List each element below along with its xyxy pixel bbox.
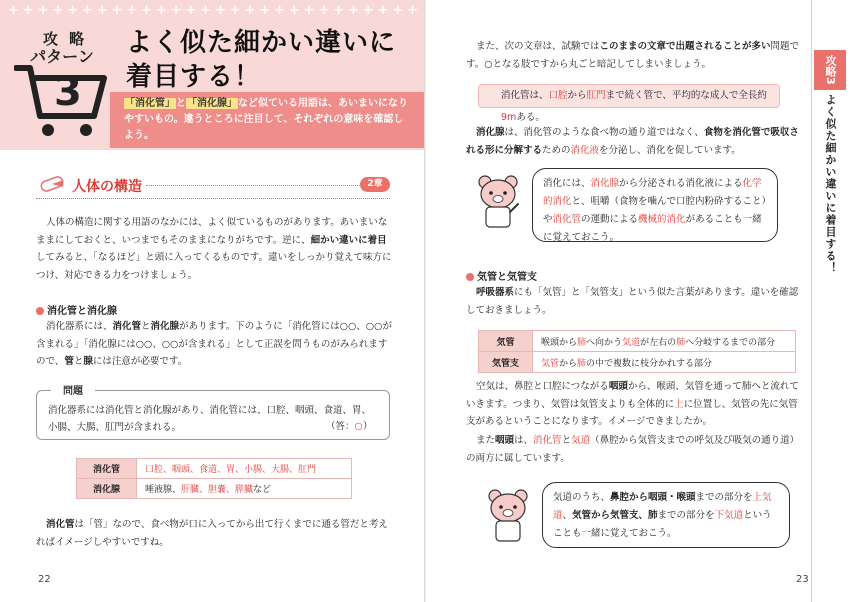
question-answer bbox=[326, 418, 372, 432]
text-run: 唾液腺、 bbox=[145, 485, 182, 495]
right-paragraph-3 bbox=[466, 284, 802, 319]
text-run-red: 下気道 bbox=[714, 510, 744, 521]
text-run: ） bbox=[362, 421, 373, 432]
cross-mark: + bbox=[259, 3, 271, 18]
cross-mark: + bbox=[141, 3, 152, 18]
cross-mark: + bbox=[155, 3, 167, 18]
text-run-red: 消化管 bbox=[533, 435, 562, 446]
text-run-red: 肛門 bbox=[586, 90, 606, 101]
text-run-red: 気道 bbox=[622, 337, 641, 348]
cross-mark: + bbox=[96, 3, 108, 18]
cross-mark: + bbox=[126, 3, 138, 18]
cross-mark: + bbox=[67, 3, 79, 18]
question-text: 消化器系には消化管と消化腺があり、消化管には、口腔、咽頭、食道、胃、小腸、大腸、肛門が含まれる。 bbox=[48, 405, 372, 433]
text-run-bold: 消化腺 bbox=[476, 127, 505, 138]
cross-mark: + bbox=[362, 3, 374, 18]
subheading-respiratory bbox=[466, 268, 537, 283]
text-run: は「管」なので、食べ物が口に入ってから出て行くまでに通る管だと考えればイメージしやすいですね。 bbox=[36, 519, 388, 548]
text-run-red: 上 bbox=[674, 398, 684, 410]
cross-mark: + bbox=[111, 3, 123, 18]
text-run-red: 気管 bbox=[541, 358, 560, 369]
text-run: 気道のうち、 bbox=[553, 492, 611, 503]
bullet-dot bbox=[466, 273, 474, 281]
cross-mark: + bbox=[244, 3, 256, 18]
cross-pattern bbox=[8, 4, 418, 18]
chapter-badge: 2章 bbox=[360, 177, 390, 192]
text-run: （答： bbox=[326, 421, 355, 432]
cross-mark: + bbox=[200, 3, 212, 18]
table-head: 気管支 bbox=[479, 352, 533, 373]
text-run: から分泌される消化液による bbox=[619, 178, 743, 189]
intro-term-1: 「消化管」 bbox=[125, 98, 175, 109]
text-run: を分泌し、消化を促しています。 bbox=[599, 144, 741, 156]
text-run-red: 上気道 bbox=[553, 492, 772, 521]
subheading-text: 気管と気管支 bbox=[477, 272, 537, 283]
text-run: と bbox=[561, 435, 572, 446]
text-run: 消化器系には、 bbox=[46, 321, 113, 332]
respiratory-table bbox=[478, 330, 796, 373]
right-paragraph-4 bbox=[466, 378, 802, 431]
cross-mark: + bbox=[377, 3, 389, 18]
text-run-bold: 腺 bbox=[83, 356, 93, 367]
text-run-red: 消化液 bbox=[570, 144, 600, 156]
text-run-red: 消化管 bbox=[552, 214, 582, 225]
left-paragraph-2 bbox=[36, 318, 392, 371]
text-run: 消化管は、 bbox=[501, 90, 549, 101]
speech-bubble-1 bbox=[532, 168, 778, 242]
text-run-bold: 鼻腔から咽頭・喉頭 bbox=[610, 492, 696, 503]
chapter-tab bbox=[814, 50, 846, 310]
cross-mark: + bbox=[52, 3, 64, 18]
section-title: 人体の構造 bbox=[72, 179, 142, 195]
text-run-red: 肺 bbox=[577, 358, 587, 369]
pattern-badge bbox=[14, 28, 110, 140]
text-run-red: 9m bbox=[501, 112, 517, 123]
cross-mark: + bbox=[392, 3, 404, 18]
section-divider bbox=[146, 185, 370, 186]
text-run: があります。下のように「消化管には○○、○○が含まれる」「消化腺には○○、○○が含まれる」として正誤を問うものがみられますので、 bbox=[36, 321, 392, 367]
capsule-icon bbox=[40, 176, 64, 192]
text-run-bold: 消化腺 bbox=[150, 321, 180, 332]
title-line1: よく似た細かい違いに bbox=[126, 28, 397, 58]
table-row bbox=[479, 352, 796, 373]
subheading-text: 消化管と消化腺 bbox=[47, 306, 117, 317]
text-run: と、咀嚼（食物を噛んで口腔内粉砕すること）や bbox=[543, 196, 767, 225]
text-run: に位置し、気管の先に気管支があるということになります。イメージできましたか。 bbox=[466, 398, 798, 427]
text-run-bold: 気管から気管支、肺 bbox=[572, 510, 658, 521]
text-run: の運動による bbox=[581, 214, 639, 225]
text-run: ための bbox=[542, 144, 571, 156]
text-run: までの部分を bbox=[657, 510, 715, 521]
text-run-bold: 消化管 bbox=[46, 519, 75, 530]
text-run: が左右の bbox=[640, 337, 677, 348]
text-run: の中で複数に枝分かれする部分 bbox=[586, 358, 713, 369]
digestive-table bbox=[76, 458, 352, 499]
text-run: は、 bbox=[514, 435, 534, 446]
cross-mark: + bbox=[170, 3, 182, 18]
text-run-bold: 食物を消化管で吸収される形に分解する bbox=[466, 127, 799, 156]
text-run: は、消化管のような食べ物の通り道ではなく、 bbox=[504, 127, 704, 138]
question-label: 問題 bbox=[51, 382, 95, 398]
text-run-red: 化学的消化 bbox=[543, 178, 762, 207]
bear-mascot-icon bbox=[486, 488, 530, 544]
text-run: 問題です。○となる肢ですから丸ごと暗記してしまいましょう。 bbox=[466, 41, 800, 70]
text-run-red: 肺 bbox=[577, 337, 587, 348]
intro-joiner: と bbox=[176, 98, 186, 109]
left-paragraph-3 bbox=[36, 516, 392, 551]
left-paragraph-1 bbox=[36, 214, 392, 284]
text-run-bold: このままの文章で出題されることが多い bbox=[599, 41, 771, 52]
text-run: から、喉頭、気管を通って肺へと流れていきます。つまり、気管は気管支よりも全体的に bbox=[466, 381, 799, 410]
text-run-bold: 咽頭 bbox=[608, 381, 628, 392]
text-run: また、次の文章は、試験では bbox=[476, 41, 600, 52]
text-run-red: 機械的消化 bbox=[638, 214, 686, 225]
table-head: 気管 bbox=[479, 331, 533, 352]
text-run: してみると、「なるほど」と頭に入ってくるものです。違いをしっかり覚えて味方につけ、対応できる力をつけましょう。 bbox=[36, 252, 392, 281]
text-run: と bbox=[73, 356, 84, 367]
text-run-bold: 管 bbox=[64, 356, 74, 367]
right-paragraph-5 bbox=[466, 432, 802, 467]
table-cell bbox=[533, 352, 796, 373]
table-cell bbox=[137, 479, 352, 499]
text-run-red: 口腔 bbox=[548, 90, 568, 101]
table-row bbox=[479, 331, 796, 352]
text-run: にも「気管」と「気管支」という似た言葉があります。違いを確認しておきましょう。 bbox=[466, 287, 799, 316]
table-head: 消化管 bbox=[77, 459, 137, 479]
text-run: から bbox=[567, 90, 587, 101]
text-run: から bbox=[559, 358, 578, 369]
cross-mark: + bbox=[8, 3, 19, 18]
page-title bbox=[126, 26, 416, 94]
table-head: 消化腺 bbox=[77, 479, 137, 499]
text-run-red: 肺 bbox=[676, 337, 686, 348]
text-run: 人体の構造に関する用語のなかには、よく似ているものがあります。あいまいなままにしておくと、いつまでもそのままになりがちです。逆に、 bbox=[36, 217, 388, 246]
tab-text: よく似た細かい違いに着目する！ bbox=[824, 94, 837, 274]
text-run: まで続く管で、平均的な成人で全長約 bbox=[605, 90, 767, 101]
cross-mark: + bbox=[214, 3, 226, 18]
page-number-left: 22 bbox=[38, 574, 51, 585]
margin-line bbox=[811, 0, 812, 602]
answer-mark: ○ bbox=[354, 421, 363, 432]
table-row bbox=[77, 459, 352, 479]
intro-text bbox=[124, 96, 410, 144]
section-heading bbox=[36, 174, 390, 196]
text-run-bold: 消化管 bbox=[112, 321, 142, 332]
speech-bubble-2 bbox=[542, 482, 790, 548]
section-rule bbox=[36, 198, 390, 199]
badge-label-line2: パターン bbox=[30, 47, 94, 66]
badge-label-line1: 攻 略 bbox=[42, 30, 88, 48]
title-line2: 着目する！ bbox=[126, 62, 262, 92]
text-run: ということも一緒に覚えておこう。 bbox=[553, 510, 772, 539]
table-cell: 口腔、咽頭、食道、胃、小腸、大腸、肛門 bbox=[137, 459, 352, 479]
text-run-red: 消化腺 bbox=[590, 178, 620, 189]
text-run: 空気は、鼻腔と口腔につながる bbox=[476, 381, 609, 392]
cross-mark: + bbox=[37, 3, 49, 18]
text-run: と bbox=[141, 321, 151, 332]
cross-mark: + bbox=[288, 3, 300, 18]
text-run: へ向かう bbox=[586, 337, 623, 348]
text-run: には注意が必要です。 bbox=[92, 356, 188, 367]
bullet-dot bbox=[36, 307, 44, 315]
right-paragraph-2 bbox=[466, 124, 802, 159]
text-run: ある。 bbox=[516, 112, 545, 123]
text-run: 消化には、 bbox=[543, 178, 591, 189]
subheading-digestive bbox=[36, 302, 117, 317]
text-run: 喉頭から bbox=[541, 337, 578, 348]
cross-mark: + bbox=[303, 3, 315, 18]
text-run: （鼻腔から気管支までの呼気及び吸気の通り道）の両方に属しています。 bbox=[466, 435, 800, 464]
text-run-bold: 細かい違いに着目 bbox=[310, 234, 387, 246]
cross-mark: + bbox=[22, 3, 34, 18]
left-page bbox=[0, 0, 424, 602]
right-paragraph-1 bbox=[466, 38, 802, 73]
intro-body: など似ている用語は、あいまいになりやすいもの。違うところに注目して、それぞれの意味を確認しよう。 bbox=[124, 98, 408, 141]
text-run: までの部分を bbox=[695, 492, 753, 503]
exam-statement-box bbox=[478, 84, 780, 123]
page-number-right: 23 bbox=[796, 574, 809, 585]
tab-label: 攻略3 bbox=[814, 50, 846, 90]
text-run: など bbox=[253, 485, 272, 495]
text-run: 、 bbox=[562, 510, 573, 521]
text-run: があることも一緒に覚えておこう。 bbox=[543, 214, 762, 243]
table-cell bbox=[533, 331, 796, 352]
text-run-red: 気道 bbox=[571, 435, 591, 446]
cross-mark: + bbox=[347, 3, 359, 18]
right-page bbox=[426, 0, 850, 602]
intro-term-2: 「消化腺」 bbox=[187, 98, 237, 109]
cross-mark: + bbox=[185, 3, 197, 18]
cross-mark: + bbox=[274, 3, 285, 18]
table-row bbox=[77, 479, 352, 499]
text-run: へ分岐するまでの部分 bbox=[685, 337, 776, 348]
badge-number: 3 bbox=[54, 69, 82, 115]
text-run-red: 肝臓、胆嚢、膵臓 bbox=[181, 485, 254, 495]
cross-mark: + bbox=[318, 3, 330, 18]
cross-mark: + bbox=[407, 3, 418, 18]
text-run: また bbox=[476, 435, 496, 446]
cross-mark: + bbox=[81, 3, 93, 18]
text-run-bold: 呼吸器系 bbox=[476, 287, 515, 298]
bear-mascot-icon bbox=[476, 174, 520, 230]
text-run-bold: 咽頭 bbox=[495, 435, 515, 446]
cross-mark: + bbox=[333, 3, 345, 18]
cross-mark: + bbox=[229, 3, 241, 18]
